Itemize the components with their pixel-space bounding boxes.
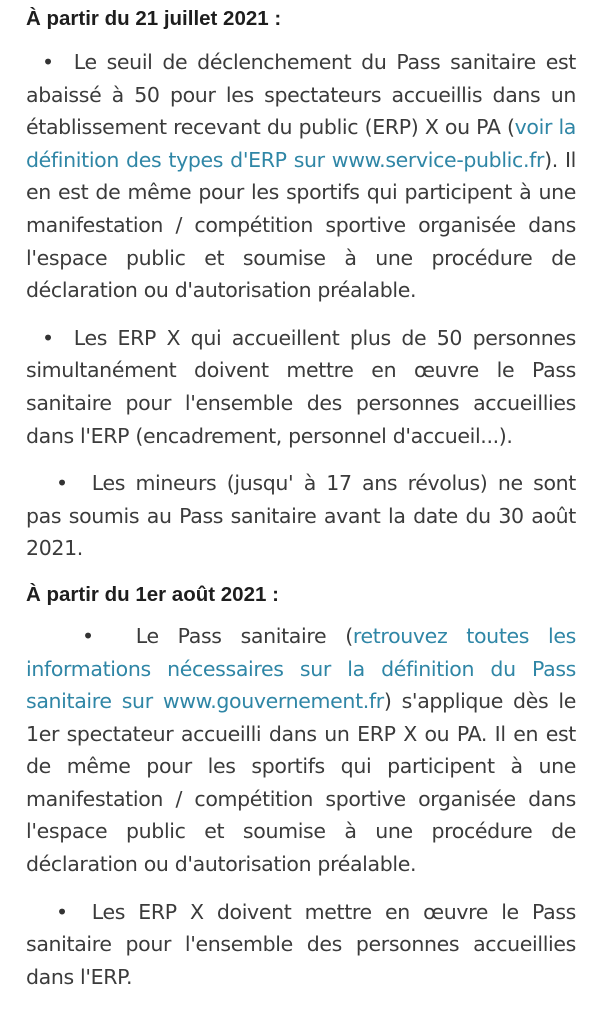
erp-types-link[interactable]: voir la définition des types d'ERP sur www.service-public.fr: [26, 115, 576, 172]
list-item-erp-x-all: [26, 896, 576, 994]
bullet-icon: •: [82, 623, 94, 648]
section-heading-july-21: À partir du 21 juillet 2021 :: [26, 7, 282, 30]
list-item-minors: [26, 467, 576, 565]
item-text-before-link: Le seuil de déclenchement du Pass sanitaire est abaissé à 50 pour les spectateurs accueillis dans un établissement recevant du public (ERP) X ou PA (: [26, 50, 576, 140]
bullet-icon: •: [42, 325, 54, 350]
list-item-threshold: [26, 46, 576, 307]
bullet-icon: •: [56, 899, 68, 924]
item-text-after-link: ) s'applique dès le 1er spectateur accueilli dans un ERP X ou PA. Il en est de même pour les sportifs qui participent à une manifestation / compétition sportive organisée dans l'espace public et soumise à une procédure de déclaration ou d'autorisation préalable.: [26, 689, 576, 877]
item-text: Les ERP X qui accueillent plus de 50 personnes simultanément doivent mettre en œuvre le Pass sanitaire pour l'ensemble des personnes accueillies dans l'ERP (encadrement, personnel d'accueil...).: [26, 325, 576, 448]
pass-sanitaire-info-link[interactable]: retrouvez toutes les informations nécessaires sur la définition du Pass sanitaire sur www.gouvernement.fr: [26, 623, 576, 714]
list-item-erp-x: [26, 322, 576, 452]
list-item-first-spectator: [26, 620, 576, 881]
bullet-icon: •: [42, 50, 54, 74]
item-text-before-link: Le Pass sanitaire (: [135, 623, 353, 648]
bullet-icon: •: [56, 471, 68, 496]
section-heading-august-1: À partir du 1er août 2021 :: [26, 582, 279, 606]
item-text: Les ERP X doivent mettre en œuvre le Pass sanitaire pour l'ensemble des personnes accueillies dans l'ERP.: [26, 899, 576, 989]
item-text: Les mineurs (jusqu' à 17 ans révolus) ne sont pas soumis au Pass sanitaire avant la date du 30 août 2021.: [26, 471, 576, 561]
item-text-after-link: ). Il en est de même pour les sportifs qui participent à une manifestation / compétition sportive organisée dans l'espace public et soumise à une procédure de déclaration ou d'autorisation préalable.: [26, 147, 576, 303]
